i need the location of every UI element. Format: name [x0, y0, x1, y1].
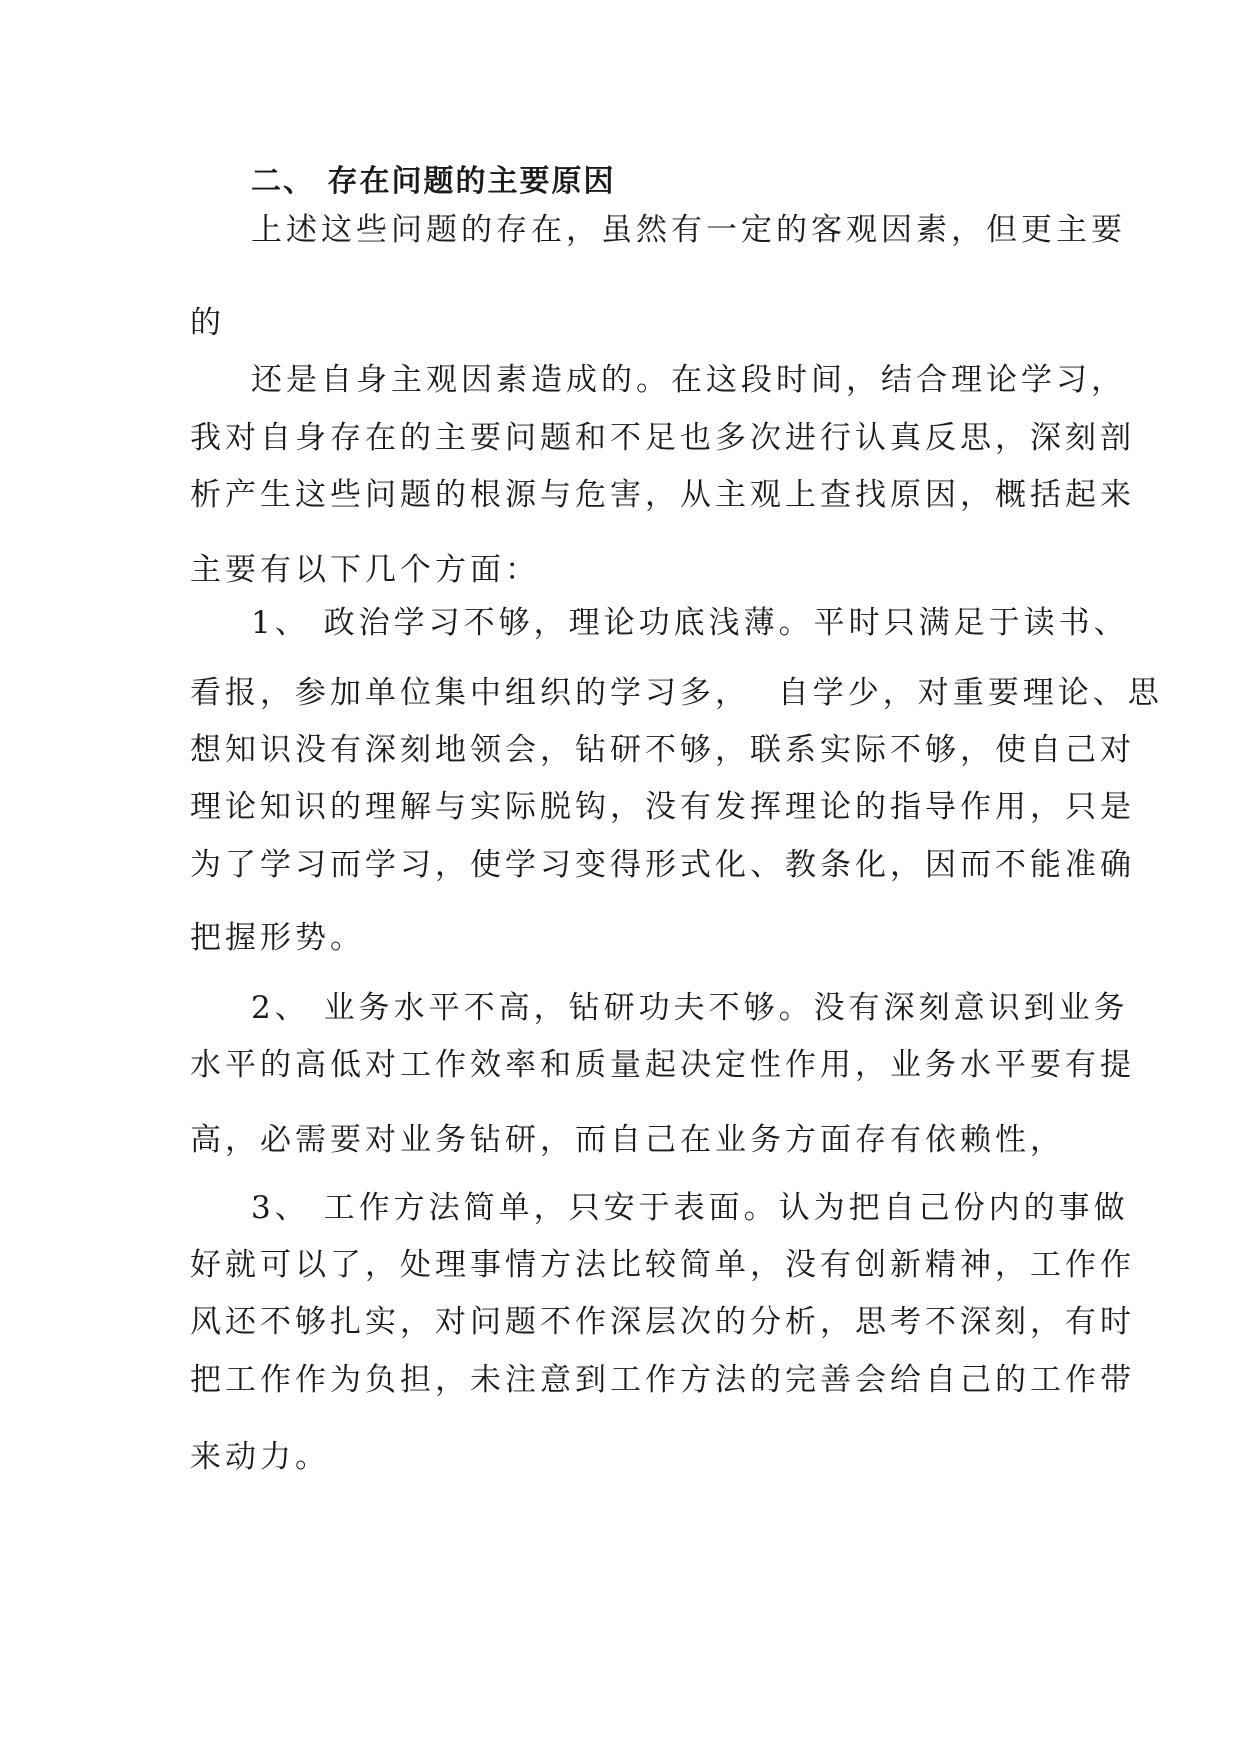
paragraph-line: 的	[190, 305, 225, 341]
paragraph-line: 还是自身主观因素造成的。在这段时间，结合理论学习，	[251, 362, 1126, 398]
paragraph-line: 把握形势。	[190, 920, 365, 956]
list-item-3-line: 3、 工作方法简单，只安于表面。认为把自己份内的事做	[251, 1190, 1129, 1226]
paragraph-line: 好就可以了，处理事情方法比较简单，没有创新精神，工作作	[190, 1247, 1135, 1283]
paragraph-line: 上述这些问题的存在，虽然有一定的客观因素，但更主要	[251, 212, 1126, 248]
paragraph-line: 析产生这些问题的根源与危害，从主观上查找原因，概括起来	[190, 477, 1135, 513]
section-heading: 二、 存在问题的主要原因	[251, 164, 616, 199]
paragraph-line: 看报，参加单位集中组织的学习多， 自学少，对重要理论、思	[190, 675, 1163, 711]
paragraph-line: 理论知识的理解与实际脱钩，没有发挥理论的指导作用，只是	[190, 789, 1135, 825]
paragraph-line: 水平的高低对工作效率和质量起决定性作用，业务水平要有提	[190, 1047, 1135, 1083]
paragraph-line: 高，必需要对业务钻研，而自己在业务方面存有依赖性，	[190, 1122, 1065, 1158]
paragraph-line: 为了学习而学习，使学习变得形式化、教条化，因而不能准确	[190, 847, 1135, 883]
paragraph-line: 我对自身存在的主要问题和不足也多次进行认真反思，深刻剖	[190, 420, 1135, 456]
list-item-1-line: 1、 政治学习不够，理论功底浅薄。平时只满足于读书、	[251, 605, 1129, 641]
paragraph-line: 主要有以下几个方面：	[190, 552, 540, 588]
paragraph-line: 风还不够扎实，对问题不作深层次的分析，思考不深刻，有时	[190, 1304, 1135, 1340]
paragraph-line: 把工作作为负担，未注意到工作方法的完善会给自己的工作带	[190, 1362, 1135, 1398]
list-item-2-line: 2、 业务水平不高，钻研功夫不够。没有深刻意识到业务	[251, 990, 1129, 1026]
paragraph-line: 来动力。	[190, 1439, 330, 1475]
paragraph-line: 想知识没有深刻地领会，钻研不够，联系实际不够，使自己对	[190, 732, 1135, 768]
